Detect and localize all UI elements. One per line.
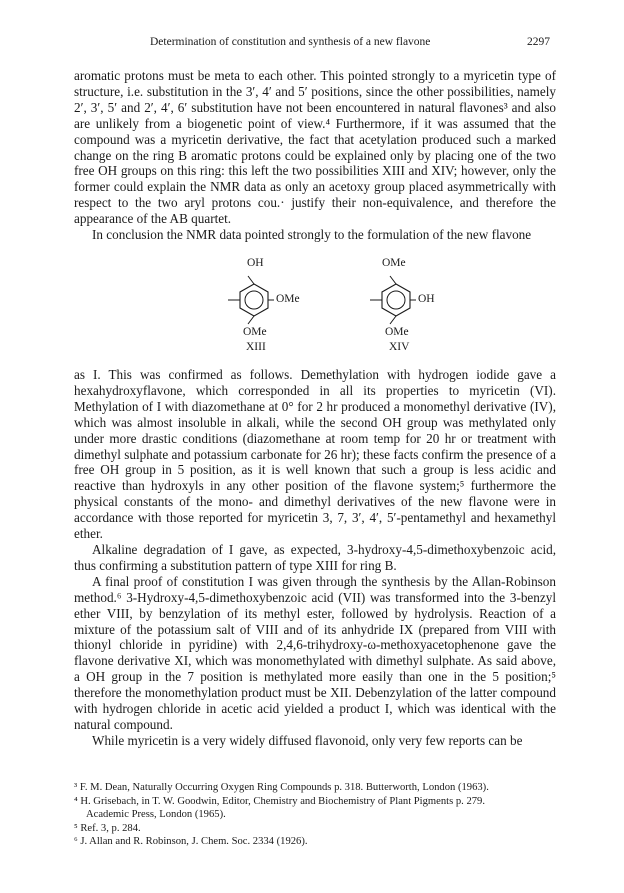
xiv-benzene-ring	[366, 270, 486, 342]
xiii-right-substituent: OMe	[276, 293, 300, 305]
paragraph-5: A final proof of constitution I was given through the synthesis by the Allan-Robinson method.⁶ 3-Hydroxy-4,5-dimethoxybenzoic acid (VII) was transformed into the 3-benzyl ether VIII, by benzylation of its methyl ester, followed by hydrolysis. Reaction of a mixture of the potassium salt of VIII and of its anhydride IX (prepared from VIII with thionyl chloride in pyridine) with 2,4,6-trihydroxy-ω-methoxyacetophenone gave the flavone derivative XI, which was monomethylated with dimethyl sulphate. As said above, a OH group in the 7 position is methylated more easily than one in the 5 position;⁵ therefore the monomethylation product must be XII. Debenzylation of the latter compound with hydrogen chloride in acetic acid yielded a product I, which was identical with the natural compound.	[74, 573, 556, 732]
paragraph-6: While myricetin is a very widely diffused flavonoid, only very few reports can be	[92, 732, 523, 748]
page-number: 2297	[527, 36, 550, 48]
xiv-label: XIV	[389, 341, 410, 353]
structure-figure	[74, 258, 556, 358]
paragraph-ring-b-analysis	[74, 68, 556, 243]
footnote-6: ⁶ J. Allan and R. Robinson, J. Chem. Soc. 2334 (1926).	[74, 836, 308, 848]
xiii-label: XIII	[246, 341, 266, 353]
xiii-top-substituent: OH	[247, 257, 264, 269]
xiii-bottom-substituent: OMe	[243, 326, 267, 338]
footnotes	[74, 781, 556, 849]
structure-xiv	[366, 258, 486, 358]
xiv-top-substituent: OMe	[382, 257, 406, 269]
xiv-bottom-substituent: OMe	[385, 326, 409, 338]
xiv-right-substituent: OH	[418, 293, 435, 305]
paragraph-1: aromatic protons must be meta to each other. This pointed strongly to a myricetin type of structure, i.e. substitution in the 3′, 4′ and 5′ positions, since the other possibilities, namely 2′, 3′, 5′ and 2′, 4′, 6′ substitution have not been encountered in natural flavones³ and also are unlikely from a biogenetic point of view.⁴ Furthermore, if it was assumed that the compound was a myricetin derivative, the fact that acetylation produced such a marked change on the ring B aromatic protons could be explained only by placing one of the two free OH groups on this ring: this left the two possibilities XIII and XIV; however, only the former could explain the NMR data as only an acetoxy group placed asymmetrically with respect to the two aryl protons cou.· justify their non-equivalence, and therefore the appearance of the AB quartet.	[74, 68, 556, 227]
running-title: Determination of constitution and synthesis of a new flavone	[150, 36, 431, 48]
xiii-benzene-ring	[224, 270, 344, 342]
paragraph-confirmation	[74, 367, 556, 749]
footnote-4: ⁴ H. Grisebach, in T. W. Goodwin, Editor, Chemistry and Biochemistry of Plant Pigments p. 279.	[74, 795, 485, 807]
paragraph-4: Alkaline degradation of I gave, as expected, 3-hydroxy-4,5-dimethoxybenzoic acid, thus confirming a substitution pattern of type XIII for ring B.	[74, 541, 556, 573]
running-head	[100, 36, 550, 52]
paragraph-3: as I. This was confirmed as follows. Demethylation with hydrogen iodide gave a hexahydroxyflavone, which corresponded in all its properties to myricetin (VI). Methylation of I with diazomethane at 0° for 2 hr produced a monomethyl derivative (IV), which was almost insoluble in alkali, while the second OH group was methylated only under more drastic conditions (diazomethane at room temp for 20 hr or treatment with dimethyl sulphate and potassium carbonate for 26 hr); these facts confirm the presence of a free OH group in 5 position, as it is well known that such a group is less acidic and reactive than hydroxyls in any other position of the flavone system;⁵ furthermore the physical constants of the mono- and dimethyl derivatives of the new flavone were in accordance with those reported for myricetin 3, 7, 3′, 4′, 5′-pentamethyl and hexamethyl ether.	[74, 367, 556, 542]
structure-xiii	[224, 258, 344, 358]
footnote-5: ⁵ Ref. 3, p. 284.	[74, 822, 141, 834]
footnote-4-continued: Academic Press, London (1965).	[86, 809, 226, 821]
footnote-3: ³ F. M. Dean, Naturally Occurring Oxygen Ring Compounds p. 318. Butterworth, London (1963).	[74, 782, 489, 793]
paragraph-2: In conclusion the NMR data pointed strongly to the formulation of the new flavone	[92, 227, 532, 243]
